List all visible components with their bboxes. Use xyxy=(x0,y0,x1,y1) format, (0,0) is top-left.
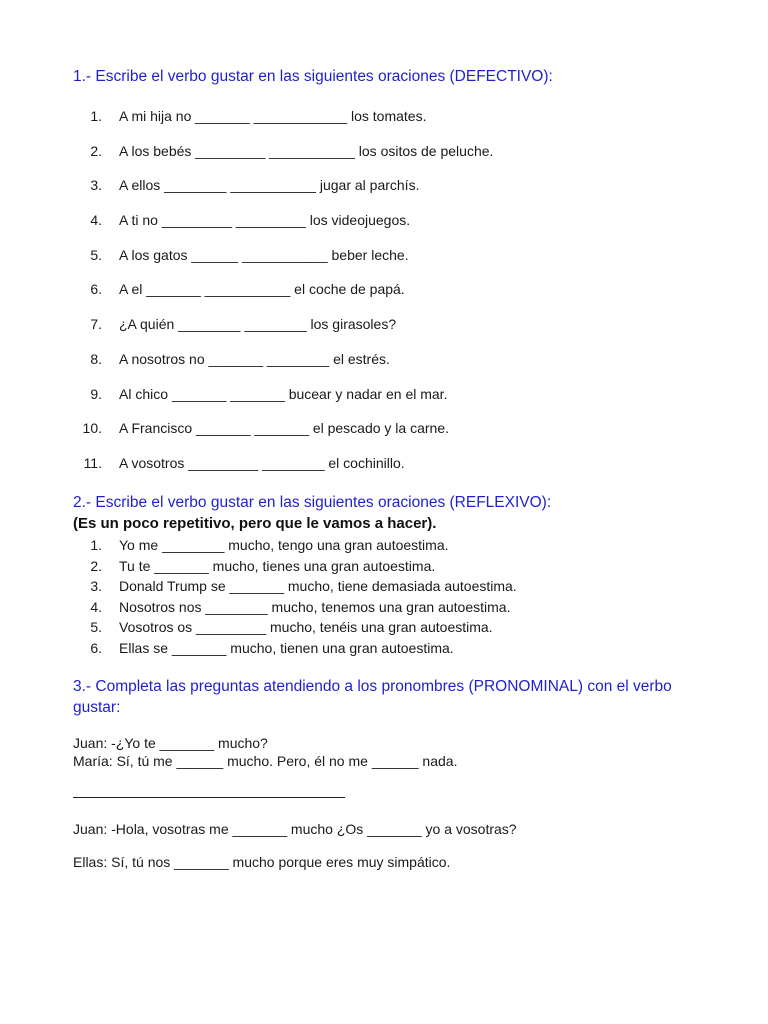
item-number: 1. xyxy=(90,108,102,124)
item-number: 5. xyxy=(90,619,102,635)
item-number: 1. xyxy=(90,537,102,553)
item-number: 3. xyxy=(90,578,102,594)
item-number: 2. xyxy=(90,557,102,574)
item-number: 6. xyxy=(90,281,102,298)
item-number: 3. xyxy=(90,177,102,194)
section2-title: 2.- Escribe el verbo gustar en las siguientes oraciones (REFLEXIVO): xyxy=(73,494,552,511)
item-number: 2. xyxy=(90,142,102,159)
section3-title: 3.- Completa las preguntas atendiendo a los pronombres (PRONOMINAL) con el verbo gustar: xyxy=(73,678,672,716)
item-text: Donald Trump se _______ mucho, tiene demasiada autoestima. xyxy=(119,578,517,594)
item-text: A nosotros no _______ ________ el estrés. xyxy=(119,350,390,367)
item-text: Ellas se _______ mucho, tienen una gran autoestima. xyxy=(119,639,454,656)
item-text: A Francisco _______ _______ el pescado y la carne. xyxy=(119,420,450,437)
item-text: A ti no _________ _________ los videojuegos. xyxy=(119,212,411,229)
dialogue-line: María: Sí, tú me ______ mucho. Pero, él no me ______ nada. xyxy=(73,753,458,769)
item-text: A los bebés _________ ___________ los ositos de peluche. xyxy=(119,142,494,159)
section1-title: 1.- Escribe el verbo gustar en las siguientes oraciones (DEFECTIVO): xyxy=(73,68,553,85)
item-number: 11. xyxy=(83,454,102,471)
item-number: 4. xyxy=(90,212,102,229)
section2-subtitle: (Es un poco repetitivo, pero que le vamos a hacer). xyxy=(73,515,437,532)
item-number: 10. xyxy=(82,420,102,437)
item-text: Tu te _______ mucho, tienes una gran autoestima. xyxy=(119,557,436,574)
item-text: Vosotros os _________ mucho, tenéis una gran autoestima. xyxy=(119,619,493,635)
item-number: 7. xyxy=(90,316,102,333)
item-number: 4. xyxy=(90,598,102,615)
item-text: A vosotros _________ ________ el cochinillo. xyxy=(119,454,405,471)
item-text: A ellos ________ ___________ jugar al parchís. xyxy=(119,177,420,194)
dialogue-line: Juan: -Hola, vosotras me _______ mucho ¿Os _______ yo a vosotras? xyxy=(73,821,517,837)
item-number: 9. xyxy=(90,385,102,402)
item-text: Yo me ________ mucho, tengo una gran autoestima. xyxy=(119,537,449,553)
item-number: 5. xyxy=(90,246,102,263)
item-number: 6. xyxy=(90,639,102,656)
item-text: A mi hija no _______ ____________ los tomates. xyxy=(119,108,427,124)
item-text: ¿A quién ________ ________ los girasoles? xyxy=(119,316,397,333)
item-text: Nosotros nos ________ mucho, tenemos una gran autoestima. xyxy=(119,598,511,615)
item-text: Al chico _______ _______ bucear y nadar en el mar. xyxy=(119,385,448,402)
separator-line xyxy=(73,797,345,798)
dialogue-line: Ellas: Sí, tú nos _______ mucho porque eres muy simpático. xyxy=(73,854,451,870)
dialogue-line: Juan: -¿Yo te _______ mucho? xyxy=(73,735,268,751)
item-text: A los gatos ______ ___________ beber leche. xyxy=(119,246,409,263)
item-text: A el _______ ___________ el coche de papá. xyxy=(119,281,405,298)
item-number: 8. xyxy=(90,350,102,367)
